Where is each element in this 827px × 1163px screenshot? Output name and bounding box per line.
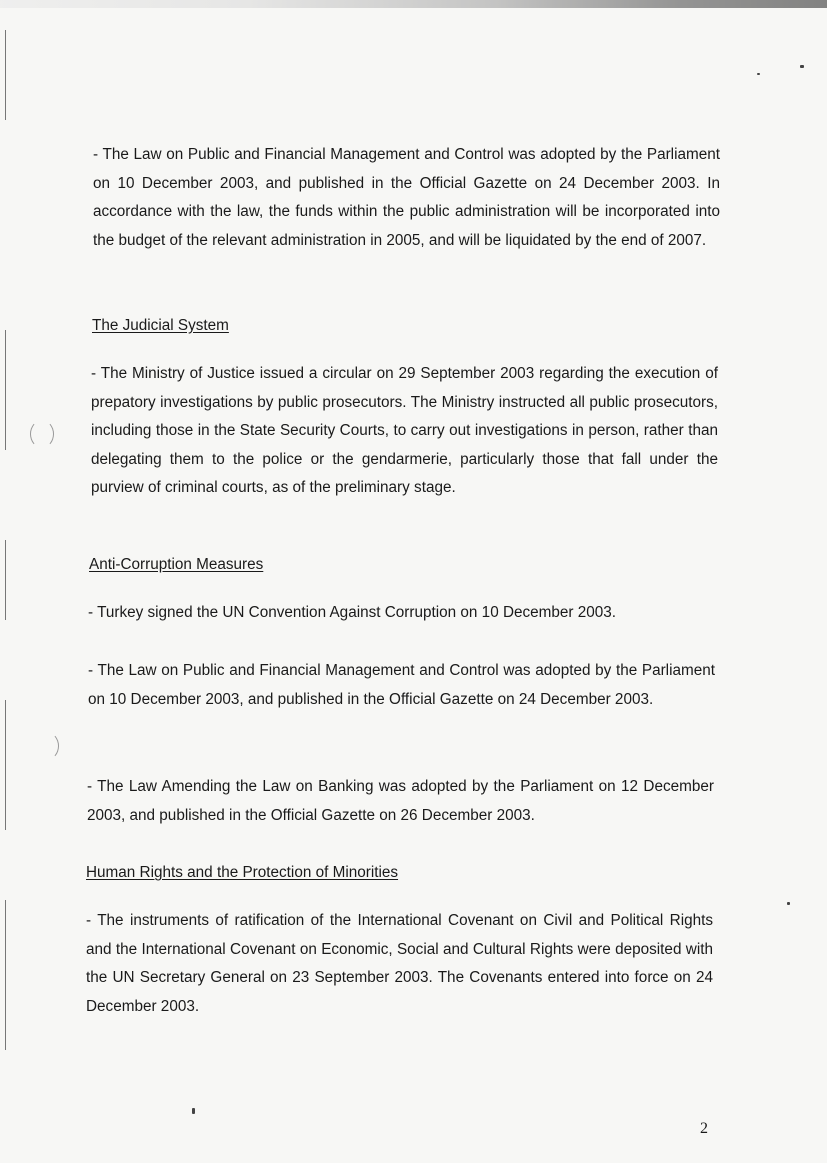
page-number: 2 [700, 1120, 708, 1137]
scan-speck [800, 65, 804, 68]
scan-edge-line [5, 30, 6, 120]
section-heading-human-rights: Human Rights and the Protection of Minorities [86, 864, 399, 881]
scan-edge-line [5, 330, 6, 450]
scan-speck [757, 73, 760, 75]
punch-hole-mark [30, 420, 54, 448]
paragraph-ministry-of-justice-circular: - The Ministry of Justice issued a circular on 29 September 2003 regarding the execution of prepatory investigations by public prosecutors. The Ministry instructed all public prosecutors, including those in the State Security Courts, to carry out investigations in person, rather than delegating them to the police or the gendarmerie, particularly those that fall under the purview of criminal courts, as of the preliminary stage. [91, 365, 718, 496]
scan-edge-line [5, 700, 6, 830]
scan-artifact-top [0, 0, 827, 8]
paragraph-international-covenants-ratification: - The instruments of ratification of the International Covenant on Civil and Political Rights and the International Covenant on Economic, Social and Cultural Rights were deposited with the UN Secretary General on 23 September 2003. The Covenants entered into force on 24 December 2003. [86, 912, 713, 1015]
paragraph-public-financial-management-law: - The Law on Public and Financial Management and Control was adopted by the Parliament on 10 December 2003, and published in the Official Gazette on 24 December 2003. In accordance with the law, the funds within the public administration will be incorporated into the budget of the relevant administration in 2005, and will be liquidated by the end of 2007. [93, 146, 720, 249]
scan-edge-line [5, 900, 6, 1050]
section-heading-judicial-system: The Judicial System [92, 317, 229, 334]
paragraph-un-convention-against-corruption: - Turkey signed the UN Convention Against Corruption on 10 December 2003. [88, 604, 617, 621]
section-heading-anti-corruption-measures: Anti-Corruption Measures [89, 556, 264, 573]
punch-hole-mark [35, 732, 59, 760]
paragraph-financial-management-law: - The Law on Public and Financial Management and Control was adopted by the Parliament on 10 December 2003, and published in the Official Gazette on 24 December 2003. [88, 662, 715, 708]
scan-edge-line [5, 540, 6, 620]
scan-speck [192, 1108, 195, 1114]
scan-speck [787, 902, 790, 905]
paragraph-banking-law-amendment: - The Law Amending the Law on Banking was adopted by the Parliament on 12 December 2003, and published in the Official Gazette on 26 December 2003. [87, 778, 714, 824]
